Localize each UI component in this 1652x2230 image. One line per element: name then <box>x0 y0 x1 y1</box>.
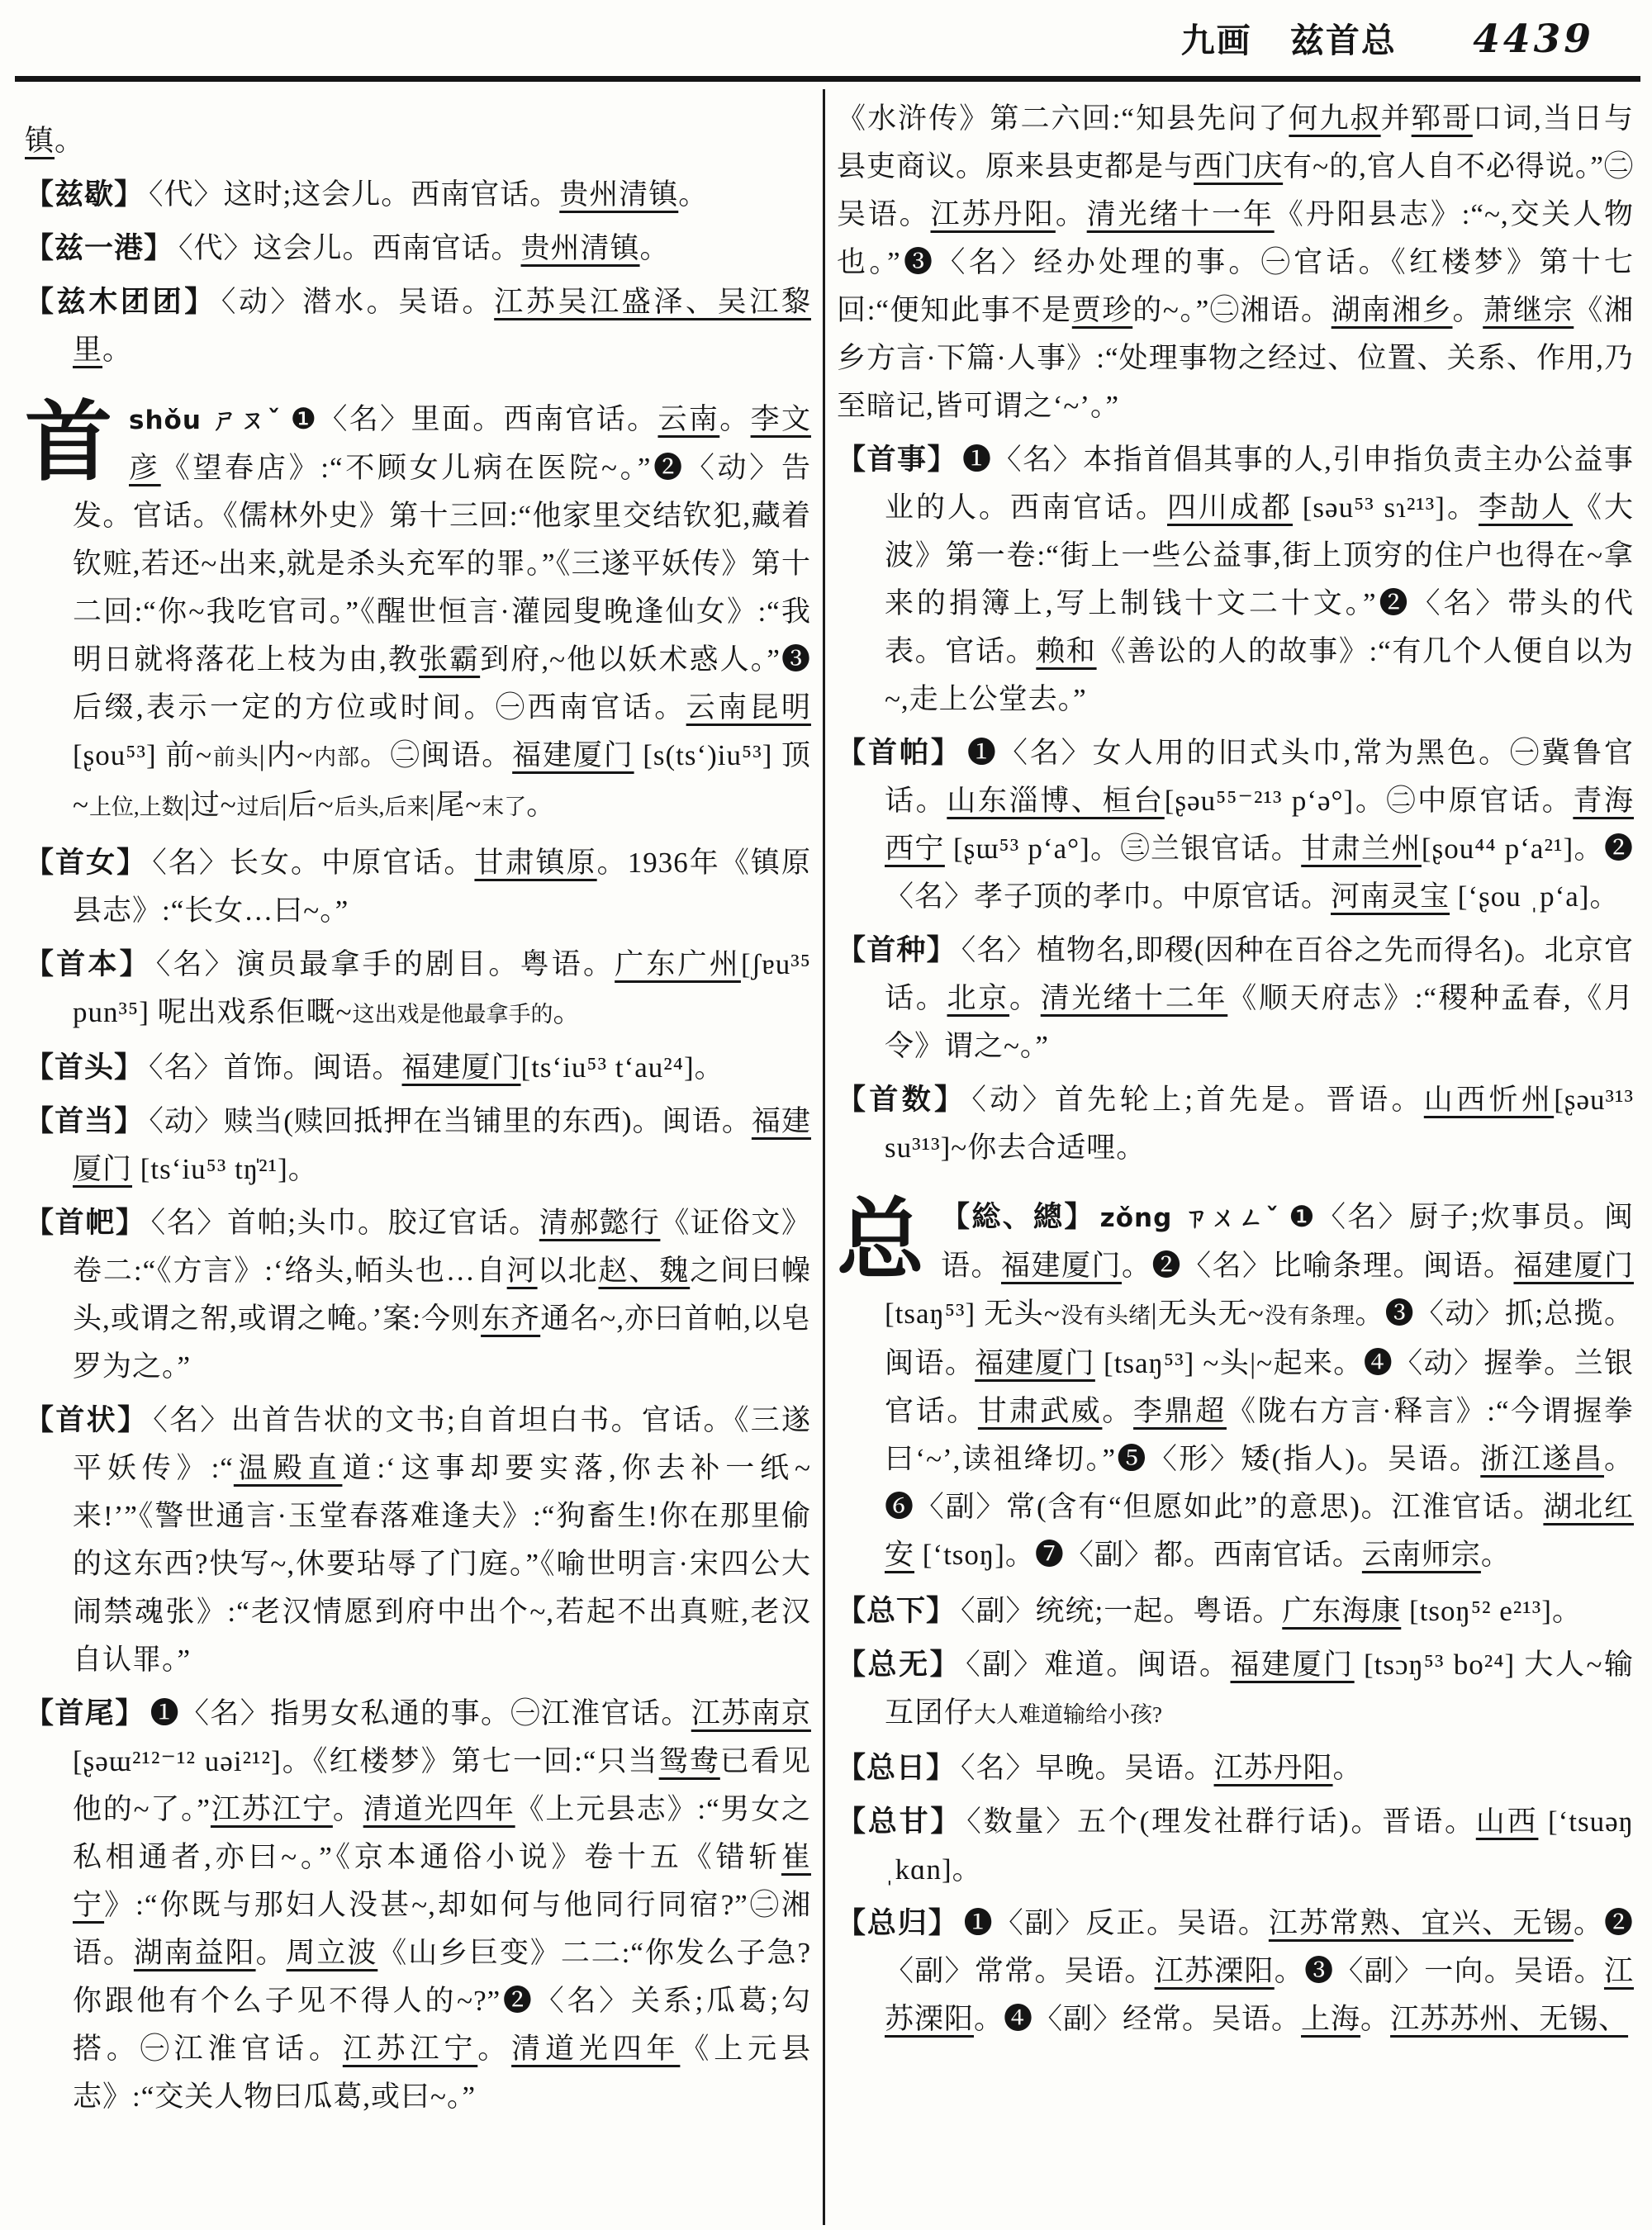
entry-text: 《湘乡方言·下篇·人事》:“处理事物之经过、位置、关系、作用,乃至暗记,皆可谓之‘~’。” <box>837 294 1634 422</box>
entry-text: 。 <box>1452 294 1483 326</box>
entry-text: [səu⁵³ sɿ²¹³]。 <box>1293 491 1479 524</box>
entry-text: [ʂəu³¹³ su³¹³]~你去合适哩。 <box>885 1084 1634 1164</box>
text-columns <box>25 89 1634 2225</box>
entry-text: 。 <box>1102 1395 1134 1427</box>
entry-text: ❶〈名〉里面。西南官话。 <box>290 403 658 435</box>
dictionary-entry <box>25 1199 811 1391</box>
proper-noun: 广东海康 <box>1282 1595 1402 1627</box>
gloss-text: 后头,后来 <box>334 795 430 819</box>
proper-noun: 东齐 <box>481 1302 541 1335</box>
entry-text: 〈副〉统统;一起。粤语。 <box>961 1595 1283 1627</box>
dictionary-entry <box>837 729 1634 921</box>
entry-text: 。 <box>678 178 709 211</box>
dictionary-entry <box>837 927 1634 1070</box>
proper-noun: 甘肃镇原 <box>474 847 597 879</box>
dictionary-entry <box>837 1641 1634 1739</box>
entry-text: [ʃɐu³⁵ pun³⁵] 呢出戏系佢嘅~ <box>73 948 811 1028</box>
entry-text: 有~的,官人自不必得说。”㊁吴语。 <box>837 150 1634 230</box>
entry-text: 〈代〉这时;这会儿。西南官话。 <box>149 178 560 211</box>
entry-headword: 【首当】 <box>25 1105 145 1137</box>
gloss-text: 这出戏是他最拿手的 <box>352 1002 553 1027</box>
gloss-text: 末了 <box>482 795 527 819</box>
gloss-text: 前头 <box>212 745 259 770</box>
proper-noun: 云南 <box>657 403 720 435</box>
entry-text: |后~ <box>281 789 335 821</box>
entry-text: 。 <box>55 125 85 157</box>
entry-text: [ʂou⁵³] 前~ <box>73 739 213 771</box>
entry-text: 《善讼的人的故事》:“有几个人便自以为~,走上公堂去。” <box>885 635 1634 715</box>
entry-headword: 【首头】 <box>25 1051 145 1084</box>
entry-text: 。 <box>526 789 557 821</box>
entry-text: 通名~,亦曰首帕,以皂罗为之。” <box>73 1302 811 1383</box>
proper-noun: 江苏南京 <box>691 1697 811 1729</box>
dictionary-entry <box>837 1900 1634 2043</box>
proper-noun: 云南昆明 <box>686 691 811 724</box>
entry-headword: 【总日】 <box>837 1752 957 1784</box>
proper-noun: 福建厦门 <box>1513 1250 1634 1282</box>
proper-noun: 山西 <box>1475 1805 1539 1838</box>
entry-text: 〈代〉这会儿。西南官话。 <box>178 232 521 264</box>
proper-noun: 李鼎超 <box>1133 1395 1227 1427</box>
entry-text: [ʂəu⁵⁵⁻²¹³ pʻə°]。㊁中原官话。 <box>1164 785 1574 817</box>
proper-noun: 清道光四年 <box>363 1793 515 1825</box>
entry-text: 。 <box>1055 198 1087 230</box>
entry-text: 《上元县志》:“交关人物曰瓜葛,或曰~。” <box>73 2033 811 2113</box>
proper-noun: 清道光四年 <box>511 2033 681 2065</box>
entry-text: 《上元县志》:“男女之私相通者,亦曰~。”《京本通俗小说》卷十五《错斩 <box>73 1793 811 1873</box>
entry-text: [ʻtsuəŋ ˌkɑn]。 <box>885 1805 1634 1886</box>
entry-text: 〈名〉长女。中原官话。 <box>152 847 475 879</box>
proper-noun: 贾珍 <box>1071 294 1133 326</box>
dictionary-entry <box>25 225 811 273</box>
entry-text: 〈名〉植物名,即稷(因种在百谷之先而得名)。北京官话。 <box>885 934 1634 1014</box>
proper-noun: 福建厦门 <box>1001 1250 1122 1282</box>
entry-text: 〈动〉潜水。吴语。 <box>221 286 495 318</box>
proper-noun: 李劼人 <box>1478 491 1573 524</box>
proper-noun: 河 <box>506 1255 538 1287</box>
proper-noun: 江苏常熟、宜兴、无锡 <box>1268 1907 1574 1939</box>
proper-noun: 江苏吴江盛泽、吴江黎里 <box>73 286 811 366</box>
entry-text: 。 <box>332 1793 363 1825</box>
entry-text: 。 <box>255 1937 287 1969</box>
entry-headword: 【首帊】 <box>25 1207 146 1239</box>
entry-text: 〈名〉首饰。闽语。 <box>149 1051 402 1084</box>
proper-noun: 湖南湘乡 <box>1331 294 1453 326</box>
proper-noun: 福建厦门 <box>401 1051 521 1084</box>
proper-noun: 福建厦门 <box>1230 1649 1355 1681</box>
dictionary-entry <box>25 941 811 1038</box>
proper-noun: 江苏江宁 <box>342 2033 478 2065</box>
proper-noun: 云南师宗 <box>1361 1539 1481 1571</box>
entry-text: 。❻〈副〉常(含有“但愿如此”的意思)。江淮官话。 <box>885 1443 1634 1523</box>
entry-text: [ʻtsoŋ]。❼〈副〉都。西南官话。 <box>914 1539 1362 1571</box>
page-header <box>0 13 1594 62</box>
proper-noun: 西门庆 <box>1194 150 1284 183</box>
proper-noun: 福建厦门 <box>73 1105 811 1185</box>
dictionary-entry-major <box>837 1193 1634 1579</box>
proper-noun: 清光绪十二年 <box>1040 982 1228 1014</box>
proper-noun: 河南灵宝 <box>1331 880 1450 913</box>
entry-text: 《丹阳县志》:“~,交关人物也。”❸〈名〉经办处理的事。㊀官话。《红楼梦》第十七回:“便知此事不是 <box>837 198 1634 326</box>
dictionary-entry <box>25 839 811 935</box>
proper-noun: 镇 <box>25 125 55 157</box>
entry-headword: 【首种】 <box>837 934 957 966</box>
entry-text: [tsɔŋ⁵³ bo²⁴] 大人~输互囝仔 <box>885 1649 1634 1729</box>
entry-headword: 【首尾】 <box>25 1697 145 1729</box>
entry-text: |尾~ <box>429 789 482 821</box>
entry-text: 的~。”㊁湘语。 <box>1132 294 1332 326</box>
proper-noun: 郓哥 <box>1411 102 1473 135</box>
dictionary-entry <box>837 1076 1634 1172</box>
entry-text: 。❷〈名〉比喻条理。闽语。 <box>1122 1250 1514 1282</box>
proper-noun: 山西忻州 <box>1423 1084 1555 1116</box>
dictionary-entry <box>837 1798 1634 1894</box>
proper-noun: 青海西宁 <box>885 785 1634 865</box>
entry-text: 以北 <box>537 1255 599 1287</box>
entry-text: [tsʻiu⁵³ tŋ̍²¹]。 <box>132 1153 318 1185</box>
dictionary-entry <box>837 95 1634 430</box>
entry-text: 〈副〉难道。闽语。 <box>966 1649 1231 1681</box>
entry-headword: 【总下】 <box>837 1595 957 1627</box>
entry-text: 〈名〉首帕;头巾。胶辽官话。 <box>150 1207 539 1239</box>
pronunciation: shǒu ㄕㄡˇ <box>129 406 282 435</box>
entry-text: 〈动〉赎当(赎回抵押在当铺里的东西)。闽语。 <box>149 1105 752 1137</box>
gloss-text: 过后 <box>236 795 282 819</box>
entry-text: [tsoŋ⁵² e²¹³]。 <box>1401 1595 1582 1627</box>
entry-text: 。❸〈副〉一向。吴语。 <box>1274 1955 1604 1987</box>
proper-noun: 上海 <box>1301 2003 1361 2035</box>
proper-noun: 鸳鸯 <box>658 1745 720 1777</box>
entry-text: 。 <box>1480 1539 1511 1571</box>
proper-noun: 李文彦 <box>129 403 811 484</box>
proper-noun: 江苏丹阳 <box>1213 1752 1333 1784</box>
right-column <box>837 89 1634 2225</box>
dictionary-entry <box>25 171 811 219</box>
proper-noun: 四川成都 <box>1167 491 1294 524</box>
dictionary-entry <box>25 1098 811 1193</box>
proper-noun: 张霸 <box>418 643 481 676</box>
entry-headword: 【兹一港】 <box>25 232 174 264</box>
entry-text: [ʂou⁴⁴ pʻa²¹]。❷〈名〉孝子顶的孝巾。中原官话。 <box>885 833 1634 913</box>
proper-noun: 贵州清镇 <box>520 232 640 264</box>
dictionary-entry <box>837 1587 1634 1635</box>
entry-text: 〈名〉演员最拿手的剧目。粤语。 <box>155 948 615 980</box>
header-rule <box>15 76 1640 82</box>
entry-text: 。 <box>1009 982 1041 1014</box>
entry-text: 。㊁闽语。 <box>359 739 513 771</box>
left-column <box>25 89 811 2225</box>
entry-text: ❶〈名〉指男女私通的事。㊀江淮官话。 <box>150 1697 691 1729</box>
dictionary-entry <box>837 436 1634 724</box>
gloss-text: 内部 <box>313 745 360 770</box>
entry-text: 道:‘这事却要实落,你去补一纸~来!’”《警世通言·玉堂春落难逢夫》:“狗畜生!你在那里偷的这东西?快写~,休要玷辱了门庭。”《喻世明言·宋四公大闹禁魂张》:“老汉情愿到府中出个~,若起不出真赃,老汉自认罪。” <box>73 1452 811 1676</box>
proper-noun: 湖南益阳 <box>133 1937 256 1969</box>
header-stroke-section: 九画 <box>1180 21 1252 59</box>
gloss-text: 没有条理 <box>1264 1303 1355 1328</box>
proper-noun: 福建厦门 <box>512 739 634 771</box>
proper-noun: 福建厦门 <box>975 1347 1095 1379</box>
entry-text: 。 <box>639 232 670 264</box>
headword-character: 首 <box>25 395 112 491</box>
gloss-text: 没有头绪 <box>1060 1303 1151 1328</box>
entry-headword: 【总归】 <box>837 1907 959 1939</box>
entry-text: 《陇右方言·释言》:“今谓握拳曰‘~’,读祖绛切。”❺〈形〉矮(指人)。吴语。 <box>885 1395 1634 1475</box>
proper-noun: 甘肃武威 <box>977 1395 1103 1427</box>
entry-text: 〈数量〉五个(理发社群行话)。晋语。 <box>966 1805 1476 1838</box>
proper-noun: 浙江遂昌 <box>1480 1443 1604 1475</box>
proper-noun: 北京 <box>947 982 1009 1014</box>
dictionary-entry <box>25 1690 811 2121</box>
proper-noun: 广东广州 <box>615 948 741 980</box>
proper-noun: 清光绪十一年 <box>1086 198 1275 230</box>
entry-text: 到府,~他以妖术惑人。”❸后缀,表示一定的方位或时间。㊀西南官话。 <box>73 643 811 724</box>
entry-headword: 【兹歇】 <box>25 178 145 211</box>
entry-headword: 【首女】 <box>25 847 148 879</box>
entry-headword: 【总无】 <box>837 1649 961 1681</box>
entry-text: 之间曰幧头,或谓之帤,或谓之㡋。’案:今则 <box>73 1255 811 1335</box>
proper-noun: 江苏溧阳 <box>885 1955 1634 2035</box>
entry-text: ❶〈名〉厨子;炊事员。闽语。 <box>941 1201 1634 1282</box>
dictionary-entry <box>25 1044 811 1092</box>
proper-noun: 何九叔 <box>1289 102 1381 135</box>
entry-text: 。❸〈动〉抓;总揽。闽语。 <box>885 1298 1634 1379</box>
proper-noun: 赵、魏 <box>598 1255 691 1287</box>
proper-noun: 周立波 <box>286 1937 378 1969</box>
dictionary-entry <box>25 1397 811 1684</box>
entry-text: 〈名〉出首告状的文书;自首坦白书。官话。《三遂平妖传》:“ <box>73 1404 811 1484</box>
entry-text: 《望春店》:“不顾女儿病在医院~。”❷〈动〉告发。官话。《儒林外史》第十三回:“他家里交结钦犯,藏着钦赃,若还~出来,就是杀头充军的罪。”《三遂平妖传》第十二回:“你~我吃官司。”《醒世恒言·灌园叟晚逢仙女》:“我明日就将落花上枝为由,教 <box>73 452 811 676</box>
entry-text: 。❷〈副〉常常。吴语。 <box>885 1907 1634 1987</box>
entry-text: 已看见他的~了。” <box>73 1745 811 1825</box>
column-divider <box>823 89 825 2225</box>
entry-headword: 【首本】 <box>25 948 151 980</box>
proper-noun: 萧继宗 <box>1483 294 1574 326</box>
entry-text: ❶〈名〉女人用的旧式头巾,常为黑色。㊀冀鲁官话。 <box>885 737 1634 817</box>
dictionary-entry <box>837 1744 1634 1792</box>
entry-text: 《顺天府志》:“稷种孟春,《月令》谓之~。” <box>885 982 1634 1062</box>
entry-text: ❶〈副〉反正。吴语。 <box>963 1907 1269 1939</box>
entry-text: [tsaŋ⁵³] ~头|~起来。❹〈动〉握拳。兰银官话。 <box>885 1347 1634 1427</box>
gloss-text: 大人难道输给小孩? <box>974 1702 1162 1727</box>
entry-text: 并 <box>1380 102 1412 135</box>
entry-headword: 【首数】 <box>837 1084 967 1116</box>
entry-headword: 【总甘】 <box>837 1805 962 1838</box>
proper-noun: 清郝懿行 <box>539 1207 661 1239</box>
entry-text: [tsʻiu⁵³ tʻau²⁴]。 <box>520 1051 724 1084</box>
proper-noun: 山东淄博、桓台 <box>947 785 1165 817</box>
entry-headword: 【首状】 <box>25 1404 149 1436</box>
entry-text: 。 <box>477 2033 512 2065</box>
entry-text: 。 <box>1360 2003 1391 2035</box>
entry-text: 。 <box>553 996 583 1028</box>
entry-text: |无头无~ <box>1151 1298 1265 1330</box>
entry-text: 〈名〉早晚。吴语。 <box>961 1752 1214 1784</box>
proper-noun: 崔宁 <box>73 1841 811 1921</box>
page-number: 4439 <box>1473 17 1594 62</box>
entry-text: |过~ <box>183 789 237 821</box>
entry-headword: 【兹木团团】 <box>25 286 216 318</box>
entry-text: 。 <box>102 334 133 366</box>
entry-text: [ʻʂou ˌpʻa]。 <box>1450 880 1620 913</box>
gloss-text: 上位,上数 <box>88 795 184 819</box>
entry-text: [s(tsʻ)iu⁵³] 顶~ <box>73 739 811 821</box>
dictionary-entry-major <box>25 396 811 831</box>
headword-variants: 【総、總】 <box>941 1201 1095 1233</box>
entry-text: 〈动〉首先轮上;首先是。晋语。 <box>971 1084 1424 1116</box>
proper-noun: 贵州清镇 <box>559 178 679 211</box>
entry-text: 《大波》第一卷:“街上一些公益事,街上顶穷的住户也得在~拿来的捐簿上,写上制钱十文二十文。”❷〈名〉带头的代表。官话。 <box>885 491 1634 667</box>
entry-text: [ʂəɯ²¹²⁻¹² uəi²¹²]。《红楼梦》第七一回:“只当 <box>73 1745 659 1777</box>
proper-noun: 湖北红安 <box>885 1491 1634 1571</box>
proper-noun: 甘肃兰州 <box>1301 833 1422 865</box>
entry-headword: 【首帕】 <box>837 737 962 769</box>
entry-text: 口词,当日与县吏商议。原来县吏都是与 <box>837 102 1634 183</box>
entry-headword: 【首事】 <box>837 444 958 476</box>
proper-noun: 温殿直 <box>233 1452 343 1484</box>
headword-character: 总 <box>837 1193 924 1289</box>
entry-text: 》:“你既与那妇人没甚~,却如何与他同行同宿?”㊁湘语。 <box>73 1889 811 1969</box>
dictionary-entry <box>25 117 811 165</box>
entry-text: 。❹〈副〉经常。吴语。 <box>974 2003 1302 2035</box>
entry-text: 。 <box>719 403 751 435</box>
proper-noun: 赖和 <box>1036 635 1097 667</box>
entry-text: 。1936年《镇原县志》:“长女…曰~。” <box>73 847 811 927</box>
proper-noun: 江苏江宁 <box>210 1793 333 1825</box>
entry-text: 《水浒传》第二六回:“知县先问了 <box>837 102 1289 135</box>
entry-text: [tsaŋ⁵³] 无头~ <box>885 1298 1061 1330</box>
proper-noun: 江苏丹阳 <box>930 198 1056 230</box>
entry-text: |内~ <box>259 739 314 771</box>
entry-text: 。 <box>1332 1752 1363 1784</box>
proper-noun: 江苏溧阳 <box>1154 1955 1275 1987</box>
entry-text: [ʂɯ⁵³ pʻa°]。㊂兰银官话。 <box>944 833 1302 865</box>
entry-text: ❶〈名〉本指首倡其事的人,引申指负责主办公益事业的人。西南官话。 <box>885 444 1634 524</box>
header-headwords: 兹首总 <box>1289 21 1397 59</box>
proper-noun: 江苏苏州、无锡、 <box>1390 2003 1629 2035</box>
entry-text: 《证俗文》卷二:“《方言》:‘络头,帞头也…自 <box>73 1207 811 1287</box>
entry-text: 《山乡巨变》二二:“你发么子急?你跟他有个么子见不得人的~?”❷〈名〉关系;瓜葛;勾搭。㊀江淮官话。 <box>73 1937 811 2065</box>
pronunciation: zǒng ㄗㄨㄥˇ <box>1099 1203 1281 1233</box>
dictionary-entry <box>25 278 811 374</box>
